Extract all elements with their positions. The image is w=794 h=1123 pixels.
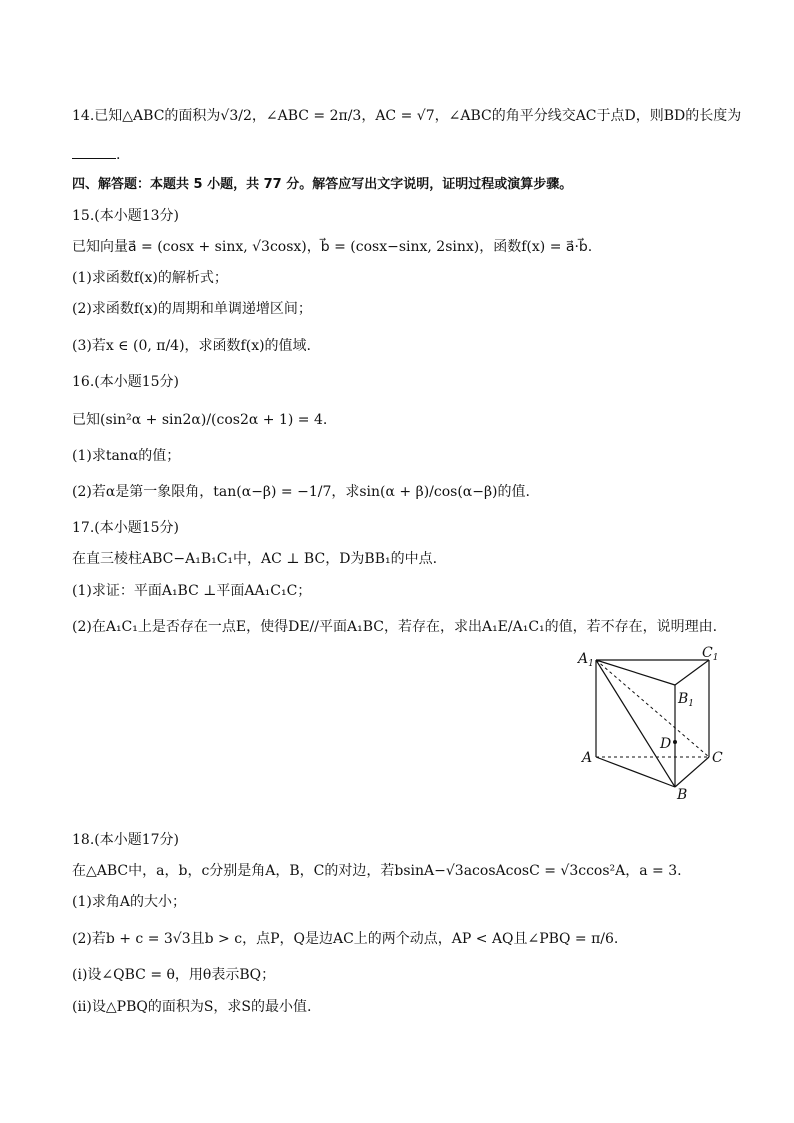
label-c: C xyxy=(712,750,723,766)
problem-18-qii: (ii)设△PBQ的面积为S，求S的最小值. xyxy=(72,999,312,1015)
edge-bc xyxy=(675,757,709,787)
problem-17-q1: (1)求证：平面A₁BC ⊥平面AA₁C₁C； xyxy=(72,583,312,599)
label-c1: $C_1$ xyxy=(702,645,719,663)
problem-18-qi: (i)设∠QBC = θ，用θ表示BQ； xyxy=(72,967,276,983)
label-b: B xyxy=(677,787,688,803)
problem-18-q1: (1)求角A的大小； xyxy=(72,894,186,910)
answer-blank xyxy=(72,144,116,159)
label-a1: $A_1$ xyxy=(578,651,594,669)
label-b1: $B_1$ xyxy=(678,691,695,709)
problem-18-header: 18.(本小题17分) xyxy=(72,832,180,848)
edge-b1c1 xyxy=(675,660,709,685)
edge-ab xyxy=(596,757,675,787)
edge-a1b1 xyxy=(596,660,675,685)
problem-14-answer-blank xyxy=(72,144,734,165)
problem-16-stem: 已知(sin²α + sin2α)/(cos2α + 1) = 4. xyxy=(72,412,328,428)
prism-figure xyxy=(574,644,734,804)
problem-14-text: 14.已知△ABC的面积为√3/2，∠ABC = 2π/3，AC = √7，∠ABC的角平分线交AC于点D，则BD的长度为 xyxy=(72,108,742,124)
problem-16-q2: (2)若α是第一象限角，tan(α−β) = −1/7，求sin(α + β)/cos(α−β)的值. xyxy=(72,484,530,500)
problem-18-stem: 在△ABC中，a，b，c分别是角A，B，C的对边，若bsinA−√3acosAcosC = √3ccos²A，a = 3. xyxy=(72,863,682,879)
problem-15-q3: (3)若x ∈ (0, π/4)，求函数f(x)的值域. xyxy=(72,338,311,354)
point-d xyxy=(673,740,677,744)
blank-period: . xyxy=(116,147,121,163)
problem-17-stem: 在直三棱柱ABC−A₁B₁C₁中，AC ⊥ BC，D为BB₁的中点. xyxy=(72,551,438,567)
problem-16-q1: (1)求tanα的值； xyxy=(72,448,181,464)
label-a: A xyxy=(582,750,593,766)
label-d: D xyxy=(660,736,672,752)
triangular-prism-diagram xyxy=(574,644,734,804)
problem-15-stem: 已知向量a⃗ = (cosx + sinx, √3cosx)，b⃗ = (cosx−sinx, 2sinx)，函数f(x) = a⃗·b⃗. xyxy=(72,239,593,255)
problem-18-q2: (2)若b + c = 3√3且b > c，点P，Q是边AC上的两个动点，AP < AQ且∠PBQ = π/6. xyxy=(72,931,619,947)
problem-15-q2: (2)求函数f(x)的周期和单调递增区间； xyxy=(72,301,312,317)
section-4-heading: 四、解答题：本题共 5 小题，共 77 分。解答应写出文字说明，证明过程或演算步骤。 xyxy=(72,177,573,192)
problem-15-q1: (1)求函数f(x)的解析式； xyxy=(72,270,228,286)
segment-a1b xyxy=(596,660,675,787)
problem-17-q2: (2)在A₁C₁上是否存在一点E，使得DE//平面A₁BC，若存在，求出A₁E/A₁C₁的值，若不存在，说明理由. xyxy=(72,619,718,635)
problem-17-header: 17.(本小题15分) xyxy=(72,520,180,536)
problem-15-header: 15.(本小题13分) xyxy=(72,208,180,224)
problem-16-header: 16.(本小题15分) xyxy=(72,374,180,390)
